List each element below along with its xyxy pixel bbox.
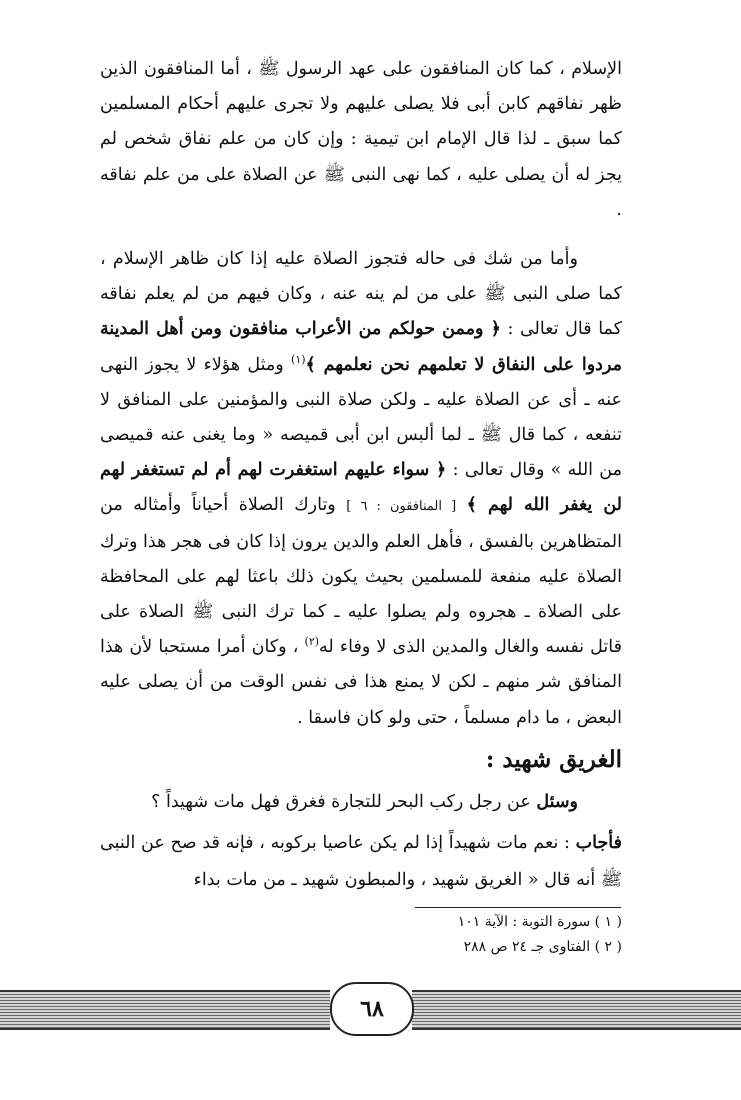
footer-band-left xyxy=(0,990,330,1030)
question-lead: وسئل xyxy=(536,791,578,812)
question xyxy=(100,784,622,821)
quran-verse-1: ﴿ وممن حولكم من الأعراب منافقون ومن أهل المدينة مردوا على النفاق لا تعلمهم نحن نعلمهم ﴾ xyxy=(100,319,622,375)
footnote-divider xyxy=(415,907,621,908)
paragraph-2-text-a: وأما من شك فى حاله فتجوز الصلاة عليه إذا كان ظاهر الإسلام ، كما صلى النبى ﷺ على من لم ينه عنه ، وكان فيهم من لم يعلم نفاقه كما قال تعالى : xyxy=(100,249,622,340)
paragraph-2-text-b: ومثل هؤلاء لا يجوز النهى عنه ـ أى عن الصلاة عليه ـ ولكن صلاة النبى والمؤمنين على المنافق لا تنفعه ، كما قال ﷺ ـ لما ألبس ابن أبى قميصه « وما يغنى عنه قميصى من الله » وقال تعالى : xyxy=(100,354,622,481)
footnote-1: ( ١ ) سورة التوبة : الآية ١٠١ xyxy=(457,914,622,930)
answer-text: : نعم مات شهيداً إذا لم يكن عاصيا بركوبه ، فإنه قد صح عن النبى ﷺ أنه قال « الغريق شهيد ، والمبطون شهيد ـ من مات بداء xyxy=(100,832,622,890)
footer-band-right xyxy=(412,990,741,1030)
question-text: عن رجل ركب البحر للتجارة فغرق فهل مات شهيداً ؟ xyxy=(151,791,531,812)
section-heading: الغريق شهيد : xyxy=(485,745,622,773)
footnote-2: ( ٢ ) الفتاوى جـ ٢٤ ص ٢٨٨ xyxy=(463,939,622,955)
verse-reference: [ المنافقون : ٦ ] xyxy=(346,499,457,515)
paragraph-2-text-d: ، وكان أمرا مستحبا لأن هذا المنافق شر منهم ـ لكن لا يمنع هذا فى نفس الوقت من أن يصلى عليه البعض ، ما دام مسلماً ، حتى ولو كان فاسقا . xyxy=(100,637,622,728)
footnotes xyxy=(360,910,622,960)
footnote-marker-2: (٢) xyxy=(304,635,320,649)
paragraph-1-text: الإسلام ، كما كان المنافقون على عهد الرسول ﷺ ، أما المنافقون الذين ظهر نفاقهم كابن أبى فلا يصلى عليهم ولا تجرى عليهم أحكام المسلمين كما سبق ـ لذا قال الإمام ابن تيمية : وإن كان من علم نفاق شخص لم يجز له أن يصلى عليه ، كما نهى النبى ﷺ عن الصلاة على من علم نفاقه . xyxy=(100,59,622,220)
page-number: ٦٨ xyxy=(330,982,414,1036)
paragraph-2-text-c: وتارك الصلاة أحياناً وأمثاله من المتظاهرين بالفسق ، فأهل العلم والدين يرون إذا كان فى هجر هذا وترك الصلاة عليه منفعة للمسلمين بحيث يكون ذلك باعثا لهم على المحافظة على الصلاة ـ هجروه ولم يصلوا عليه ـ كما ترك النبى ﷺ الصلاة على قاتل نفسه والغال والمدين الذى لا وفاء له xyxy=(100,495,623,658)
answer-lead: فأجاب xyxy=(575,832,622,853)
footnote-marker-1: (١) xyxy=(291,352,306,366)
paragraph-2 xyxy=(100,242,622,736)
paragraph-1 xyxy=(100,52,622,228)
page-body xyxy=(100,52,622,899)
answer xyxy=(100,825,622,899)
quran-verse-2: ﴿ سواء عليهم استغفرت لهم أم لم تستغفر لهم لن يغفر الله لهم ﴾ xyxy=(100,460,622,516)
